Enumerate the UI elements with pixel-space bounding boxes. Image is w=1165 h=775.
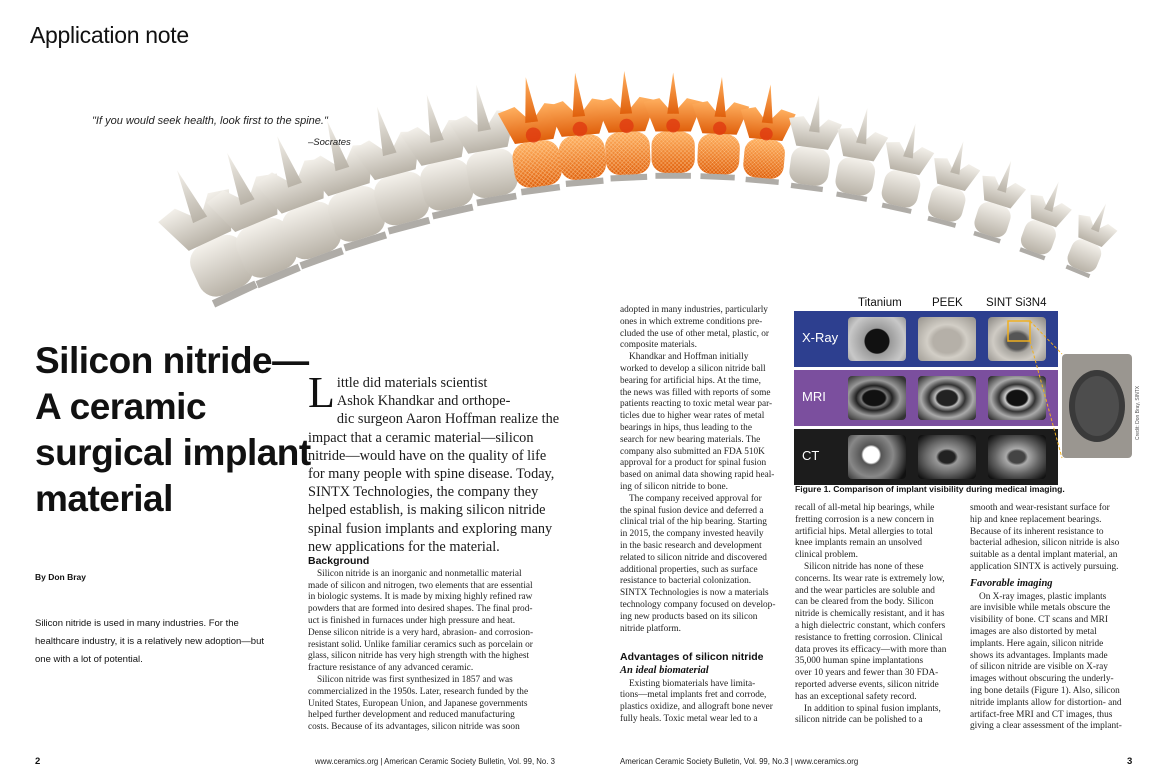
text-line: data proves its efficacy—with more than — [795, 644, 947, 655]
text-line: related to silicon nitride and discovered — [620, 552, 767, 563]
text-line: made of silicon and nitrogen, two elements that are essential — [308, 580, 533, 591]
text-line: company also submitted an FDA 510K — [620, 446, 765, 457]
text-line: uct is finished in furnaces under high pressure and heat. — [308, 615, 516, 626]
vertebra — [780, 91, 845, 193]
text-line: worked to develop a silicon nitride ball — [620, 363, 766, 374]
text-line: United States, European Union, and Japanese governments — [308, 698, 528, 709]
text-line: ones in which extreme conditions pre- — [620, 316, 763, 327]
quote-attribution: –Socrates — [308, 137, 351, 148]
text-line: Silicon nitride is an inorganic and nonmetallic material — [317, 568, 522, 579]
spine-illustration — [150, 66, 1130, 316]
text-line: ticles due to higher wear rates of metal — [620, 411, 765, 422]
text-line: bacterial adhesion, silicon nitride is also — [970, 538, 1120, 549]
figure-column-label: Titanium — [858, 297, 902, 309]
text-line: the spinal fusion device and deferred a — [620, 505, 764, 516]
text-line: commercialized in the 1950s. Later, research funded by the — [308, 686, 529, 697]
title-line: material — [35, 478, 173, 519]
lede-paragraph — [308, 368, 560, 556]
text-line: composite materials. — [620, 340, 697, 351]
text-line: powders that are formed into desired shapes. The final prod- — [308, 604, 533, 615]
byline: By Don Bray — [35, 572, 87, 582]
column-lines — [970, 503, 1165, 574]
text-line: has an exceptional safety record. — [795, 691, 917, 702]
figure-caption: Figure 1. Comparison of implant visibility during medical imaging. — [795, 484, 1065, 494]
text-line: nitride is chemically resistant, and it has — [795, 609, 945, 620]
text-line: Because of its inherent resistance to — [970, 526, 1104, 537]
text-line: cluded the use of other metal, plastic, or — [620, 328, 769, 339]
subheading-favorable-imaging: Favorable imaging — [970, 577, 1053, 589]
figure-imaging-comparison — [794, 294, 1144, 494]
article-summary: Silicon nitride is used in many industries. For the healthcare industry, it is a relatively new adoption—but one with a lot of potential. — [35, 618, 265, 665]
figure-column-label: PEEK — [932, 297, 963, 309]
zoom-callout — [794, 294, 1144, 494]
section-heading-background: Background — [308, 555, 370, 567]
text-line: approval for a product for spinal fusion — [620, 458, 767, 469]
text-line: impact that a ceramic material—silicon — [308, 429, 534, 446]
text-line: silicon nitride can be polished to a — [795, 715, 923, 726]
section-label: Application note — [30, 22, 189, 48]
text-line: SINTX Technologies, the company they — [308, 484, 539, 501]
text-line: implants. Here again, silicon nitride — [970, 638, 1104, 649]
text-line: plastics oxidize, and allograft bone never — [620, 702, 773, 713]
quote-text: "If you would seek health, look first to the spine." — [92, 115, 328, 127]
text-line: nitride platform. — [620, 623, 681, 634]
text-line: smooth and wear-resistant surface for — [970, 503, 1110, 513]
text-line: adopted in many industries, particularly — [620, 305, 768, 315]
subheading-ideal-biomaterial: An ideal biomaterial — [620, 664, 709, 676]
text-line: for many people with spine disease. Today, — [308, 466, 555, 483]
article-title — [35, 338, 311, 522]
text-line: nitride—would have on the quality of life — [308, 447, 547, 464]
text-line: knee implants remain an unsolved — [795, 538, 923, 549]
text-line: suitable as a dental implant material, an — [970, 550, 1118, 561]
text-line: recall of all-metal hip bearings, while — [795, 503, 935, 513]
text-line: bearing for artificial hips. At the time, — [620, 375, 761, 386]
text-line: Silicon nitride has none of these — [804, 561, 924, 572]
text-line: images are also distorted by metal — [970, 626, 1097, 637]
text-line: The company received approval for — [629, 493, 762, 504]
text-line: clinical problem. — [795, 550, 858, 561]
column-lines — [308, 569, 553, 734]
text-line: resistance to fretting corrosion. Clinical — [795, 632, 943, 643]
row-label: CT — [802, 448, 820, 463]
text-line: Khandkar and Hoffman initially — [629, 352, 749, 363]
row-label: MRI — [802, 389, 826, 404]
text-line: fully heals. Toxic metal wear led to a — [620, 713, 758, 724]
text-line: glass, silicon nitride has very high strength with the highest — [308, 651, 530, 662]
column-background — [308, 556, 553, 734]
text-line: can be cleared from the body. Silicon — [795, 597, 934, 608]
title-line: surgical implant — [35, 432, 311, 473]
text-line: in biologic systems. It is made by mixing highly refined raw — [308, 592, 533, 603]
text-line: giving a clear assessment of the implant- — [970, 721, 1122, 732]
row-label: X-Ray — [802, 330, 839, 345]
figure-column-label: SINT Si3N4 — [986, 297, 1047, 309]
text-line: helped establish, is making silicon nitride — [308, 502, 546, 519]
text-line: tions—metal implants fret and corrode, — [620, 690, 767, 701]
column-imaging — [970, 503, 1165, 733]
text-line: in the basic research and development — [620, 540, 762, 551]
lede-lines — [308, 368, 560, 556]
text-line: nitride implants allow for distortion- and — [970, 697, 1122, 708]
text-line: clinical trial of the hip bearing. Starting — [620, 517, 767, 528]
title-line: Silicon nitride— — [35, 340, 309, 381]
text-line: additional properties, such as surface — [620, 564, 758, 575]
right-page-number: 3 — [1127, 756, 1133, 767]
text-line: In addition to spinal fusion implants, — [804, 703, 941, 714]
text-line: images without obscuring the underly- — [970, 674, 1114, 685]
text-line: technology company focused on develop- — [620, 599, 776, 610]
implant-vertebra — [689, 76, 751, 181]
text-line: Silicon nitride was first synthesized in 1857 and was — [317, 674, 513, 685]
text-line: reported adverse events, silicon nitride — [795, 679, 939, 690]
text-line: the news was filled with reports of some — [620, 387, 771, 398]
implant-vertebra — [644, 72, 703, 178]
text-line: spinal fusion implants and exploring many — [308, 520, 553, 537]
text-line: over 10 years and fewer than 30 FDA- — [795, 668, 939, 679]
text-line: in 2015, the company invested heavily — [620, 529, 764, 540]
text-line: Ashok Khandkar and orthope- — [336, 393, 511, 410]
text-line: based on animal data showing rapid heal- — [620, 470, 775, 481]
text-line: a high dielectric constant, which confers — [795, 620, 946, 631]
text-line: of silicon nitride are visible on X-ray — [970, 662, 1108, 673]
text-line: ing of silicon nitride to bone. — [620, 481, 728, 492]
text-line: ittle did materials scientist — [336, 375, 488, 391]
left-footer-text: www.ceramics.org | American Ceramic Society Bulletin, Vol. 99, No. 3 — [315, 757, 555, 766]
text-line: Dense silicon nitride is a very hard, abrasion- and corrosion- — [308, 627, 534, 638]
text-line: search for new bearing materials. The — [620, 434, 761, 445]
implant-vertebra — [734, 82, 798, 186]
text-line: dic surgeon Aaron Hoffman realize the — [336, 411, 560, 428]
section-heading-advantages: Advantages of silicon nitride — [620, 651, 764, 663]
right-footer-text: American Ceramic Society Bulletin, Vol. 99, No.3 | www.ceramics.org — [620, 757, 859, 766]
text-line: SINTX Technologies is now a materials — [620, 588, 769, 599]
text-line: artifact-free MRI and CT images, thus — [970, 709, 1113, 720]
text-line: ing bone details (Figure 1). Also, silicon — [970, 685, 1120, 696]
text-line: fretting corrosion is a new concern in — [795, 514, 934, 525]
figure-credit: Credit: Don Bray, SINTX — [1135, 385, 1141, 440]
text-line: helped further development and reduced manufacturing — [308, 710, 515, 721]
left-page-number: 2 — [35, 756, 41, 767]
text-line: bearings in hips, thus leading to the — [620, 422, 752, 433]
text-line: 35,000 human spine implantations — [795, 656, 924, 667]
text-line: costs. Because of its advantages, silicon nitride was soon — [308, 722, 520, 733]
text-line: resistant solid. Unlike familiar ceramics such as porcelain or — [308, 639, 533, 650]
text-line: resistance to bacterial colonization. — [620, 576, 752, 587]
text-line: are invisible while metals obscure the — [970, 603, 1111, 614]
text-line: visibility of bone. CT scans and MRI — [970, 615, 1108, 626]
drop-cap: L — [308, 368, 335, 417]
text-line: ing new products based on its silicon — [620, 611, 758, 622]
text-line: Existing biomaterials have limita- — [629, 678, 756, 689]
text-line: On X-ray images, plastic implants — [979, 591, 1107, 602]
column-lines — [970, 592, 1165, 734]
text-line: shows its advantages. Implants made — [970, 650, 1108, 661]
title-line: A ceramic — [35, 386, 207, 427]
text-line: new applications for the material. — [308, 538, 500, 555]
text-line: fracture resistance of any advanced ceramic. — [308, 663, 474, 674]
text-line: concerns. Its wear rate is extremely low, — [795, 573, 945, 584]
text-line: patients reacting to toxic metal wear par- — [620, 399, 773, 410]
text-line: and the wear particles are soluble and — [795, 585, 935, 596]
text-line: artificial hips. Metal allergies to total — [795, 526, 933, 537]
text-line: application SINTX is actively pursuing. — [970, 561, 1119, 572]
text-line: hip and knee replacement bearings. — [970, 514, 1102, 525]
